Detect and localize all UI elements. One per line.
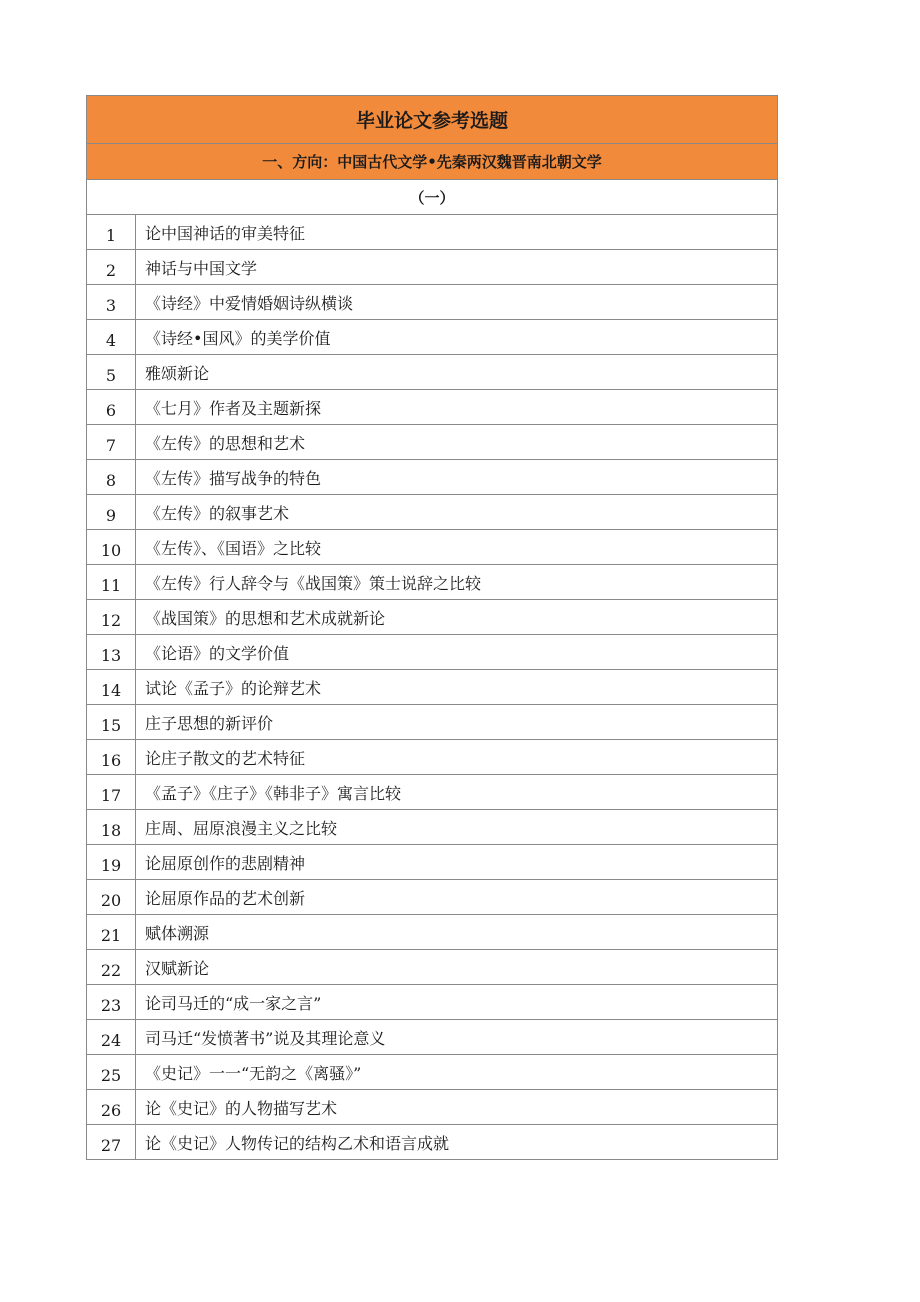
topic-number: 3 [87, 285, 136, 320]
table-row [87, 810, 778, 845]
topic-number: 9 [87, 495, 136, 530]
subsection-heading: （一） [87, 180, 778, 215]
table-row [87, 950, 778, 985]
topic-number: 7 [87, 425, 136, 460]
table-row [87, 320, 778, 355]
topic-number: 26 [87, 1090, 136, 1125]
topic-title: 庄子思想的新评价 [136, 705, 778, 740]
table-row [87, 600, 778, 635]
document-title: 毕业论文参考选题 [87, 96, 778, 144]
topic-title: 论司马迁的“成一家之言” [136, 985, 778, 1020]
topic-number: 15 [87, 705, 136, 740]
topic-title: 神话与中国文学 [136, 250, 778, 285]
topic-title: 《左传》、《国语》之比较 [136, 530, 778, 565]
topic-number: 22 [87, 950, 136, 985]
topic-title: 《左传》描写战争的特色 [136, 460, 778, 495]
topic-title: 试论《孟子》的论辩艺术 [136, 670, 778, 705]
table-row [87, 845, 778, 880]
table-row [87, 915, 778, 950]
topic-title: 论《史记》人物传记的结构乙术和语言成就 [136, 1125, 778, 1160]
topic-number: 12 [87, 600, 136, 635]
topic-number: 4 [87, 320, 136, 355]
section-row [87, 144, 778, 180]
topic-title: 论屈原作品的艺术创新 [136, 880, 778, 915]
topic-title: 论《史记》的人物描写艺术 [136, 1090, 778, 1125]
topic-title: 《史记》一一“无韵之《离骚》” [136, 1055, 778, 1090]
topic-number: 13 [87, 635, 136, 670]
topic-number: 24 [87, 1020, 136, 1055]
table-row [87, 460, 778, 495]
topic-number: 6 [87, 390, 136, 425]
topic-title: 庄周、屈原浪漫主义之比较 [136, 810, 778, 845]
topic-number: 18 [87, 810, 136, 845]
table-row [87, 880, 778, 915]
topic-title: 雅颂新论 [136, 355, 778, 390]
topic-title: 《左传》的思想和艺术 [136, 425, 778, 460]
topic-number: 1 [87, 215, 136, 250]
topic-number: 11 [87, 565, 136, 600]
topic-title: 《孟子》《庄子》《韩非子》寓言比较 [136, 775, 778, 810]
topic-title: 汉赋新论 [136, 950, 778, 985]
topics-table [86, 95, 778, 1160]
table-row [87, 775, 778, 810]
topic-number: 8 [87, 460, 136, 495]
topic-number: 19 [87, 845, 136, 880]
table-row [87, 250, 778, 285]
section-heading: 一、方向：中国古代文学•先秦两汉魏晋南北朝文学 [87, 144, 778, 180]
table-row [87, 985, 778, 1020]
topic-number: 23 [87, 985, 136, 1020]
topic-title: 《诗经•国风》的美学价值 [136, 320, 778, 355]
topic-number: 20 [87, 880, 136, 915]
subsection-row [87, 180, 778, 215]
topic-title: 论中国神话的审美特征 [136, 215, 778, 250]
topic-number: 2 [87, 250, 136, 285]
table-row [87, 740, 778, 775]
topic-number: 14 [87, 670, 136, 705]
table-row [87, 495, 778, 530]
table-row [87, 355, 778, 390]
table-row [87, 1020, 778, 1055]
table-row [87, 425, 778, 460]
topic-title: 《左传》行人辞令与《战国策》策士说辞之比较 [136, 565, 778, 600]
topic-number: 10 [87, 530, 136, 565]
topic-title: 《战国策》的思想和艺术成就新论 [136, 600, 778, 635]
table-row [87, 1125, 778, 1160]
title-row [87, 96, 778, 144]
topic-title: 论屈原创作的悲剧精神 [136, 845, 778, 880]
topic-title: 《左传》的叙事艺术 [136, 495, 778, 530]
table-body [87, 96, 778, 1160]
topic-number: 25 [87, 1055, 136, 1090]
table-row [87, 390, 778, 425]
table-row [87, 285, 778, 320]
topic-title: 《论语》的文学价值 [136, 635, 778, 670]
topic-title: 《诗经》中爱情婚姻诗纵横谈 [136, 285, 778, 320]
topic-title: 司马迁“发愤著书”说及其理论意义 [136, 1020, 778, 1055]
topic-number: 21 [87, 915, 136, 950]
table-row [87, 635, 778, 670]
table-row [87, 215, 778, 250]
table-row [87, 705, 778, 740]
topic-title: 论庄子散文的艺术特征 [136, 740, 778, 775]
topic-number: 16 [87, 740, 136, 775]
table-row [87, 530, 778, 565]
topic-title: 赋体溯源 [136, 915, 778, 950]
table-row [87, 1055, 778, 1090]
table-row [87, 1090, 778, 1125]
table-row [87, 670, 778, 705]
topic-number: 17 [87, 775, 136, 810]
topic-number: 27 [87, 1125, 136, 1160]
topic-title: 《七月》作者及主题新探 [136, 390, 778, 425]
topic-number: 5 [87, 355, 136, 390]
table-row [87, 565, 778, 600]
